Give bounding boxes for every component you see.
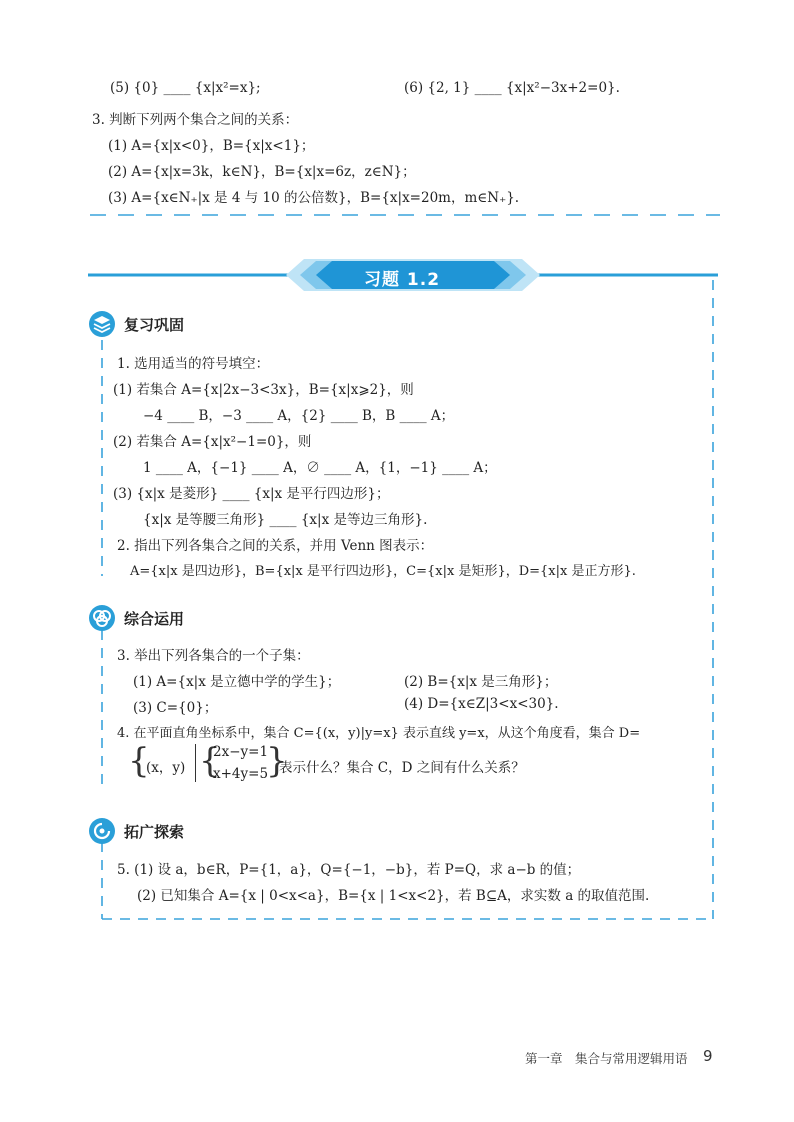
- prev-q3-2: (2) A={x|x=3k，k∈N}，B={x|x=6z，z∈N}；: [108, 164, 416, 180]
- set-close-brace: }: [266, 741, 288, 781]
- apply-q4-tail: 表示什么？集合 C，D 之间有什么关系？: [279, 760, 525, 776]
- review-q1-1a: (1) 若集合 A={x|2x−3<3x}，B={x|x⩾2}，则: [113, 382, 414, 398]
- prev-q2-5: (5) {0} ____ {x|x²=x};: [110, 80, 261, 96]
- section-apply-title: 综合运用: [124, 610, 185, 628]
- apply-q3-3: (3) C={0}；: [133, 700, 218, 716]
- section-review-title: 复习巩固: [124, 316, 185, 334]
- explore-q5-2: (2) 已知集合 A={x | 0<x<a}，B={x | 1<x<2}，若 B⊆A，求实数 a 的取值范围.: [137, 888, 650, 904]
- explore-icon: [88, 817, 116, 845]
- system-brace: {: [199, 741, 221, 781]
- review-q1-3b: {x|x 是等腰三角形} ____ {x|x 是等边三角形}.: [143, 512, 428, 528]
- explore-q5-1: 5. (1) 设 a，b∈R，P={1，a}，Q={−1，−b}，若 P=Q，求 a−b 的值；: [117, 862, 581, 878]
- review-q1-3a: (3) {x|x 是菱形} ____ {x|x 是平行四边形}；: [113, 486, 390, 502]
- set-bar: [195, 744, 197, 782]
- review-q1-2a: (2) 若集合 A={x|x²−1=0}，则: [113, 434, 312, 450]
- apply-q3-2: (2) B={x|x 是三角形}；: [404, 674, 558, 690]
- exercise-title: 习题 1.2: [364, 270, 441, 290]
- apply-q3-4: (4) D={x∈Z|3<x<30}.: [404, 696, 559, 712]
- dashed-separator: [90, 212, 720, 218]
- apply-q3-title: 3. 举出下列各集合的一个子集：: [117, 648, 310, 664]
- review-q1-title: 1. 选用适当的符号填空：: [117, 356, 270, 372]
- set-open-brace: {: [128, 741, 150, 781]
- apply-q4-eq2: x+4y=5: [213, 766, 269, 782]
- prev-q3-title: 3. 判断下列两个集合之间的关系：: [92, 112, 299, 128]
- page-number: 9: [703, 1047, 713, 1065]
- prev-q2-6: (6) {2, 1} ____ {x|x²−3x+2=0}.: [404, 80, 620, 96]
- section-explore-title: 拓广探索: [124, 823, 185, 841]
- footer-chapter: 第一章 集合与常用逻辑用语: [525, 1051, 688, 1066]
- link-icon: [88, 604, 116, 632]
- review-q2-title: 2. 指出下列各集合之间的关系，并用 Venn 图表示：: [117, 538, 434, 554]
- prev-q3-3: (3) A={x∈N₊|x 是 4 与 10 的公倍数}，B={x|x=20m，m∈N₊}.: [108, 190, 520, 206]
- apply-q3-1: (1) A={x|x 是立德中学的学生}；: [133, 674, 341, 690]
- review-q1-1b: −4 ____ B，−3 ____ A，{2} ____ B，B ____ A；: [143, 408, 455, 424]
- review-q2-body: A={x|x 是四边形}，B={x|x 是平行四边形}，C={x|x 是矩形}，D={x|x 是正方形}.: [130, 564, 636, 579]
- dashed-frame: [96, 276, 718, 922]
- apply-q4-eq1: 2x−y=1: [213, 744, 269, 760]
- apply-q4-line1: 4. 在平面直角坐标系中，集合 C={(x，y)|y=x} 表示直线 y=x，从这个角度看，集合 D=: [117, 726, 641, 741]
- layers-icon: [88, 310, 116, 338]
- apply-q4-pair: (x，y): [146, 760, 186, 776]
- prev-q3-1: (1) A={x|x<0}，B={x|x<1}；: [108, 138, 315, 154]
- review-q1-2b: 1 ____ A，{−1} ____ A，∅ ____ A，{1，−1} ____ A；: [143, 460, 497, 476]
